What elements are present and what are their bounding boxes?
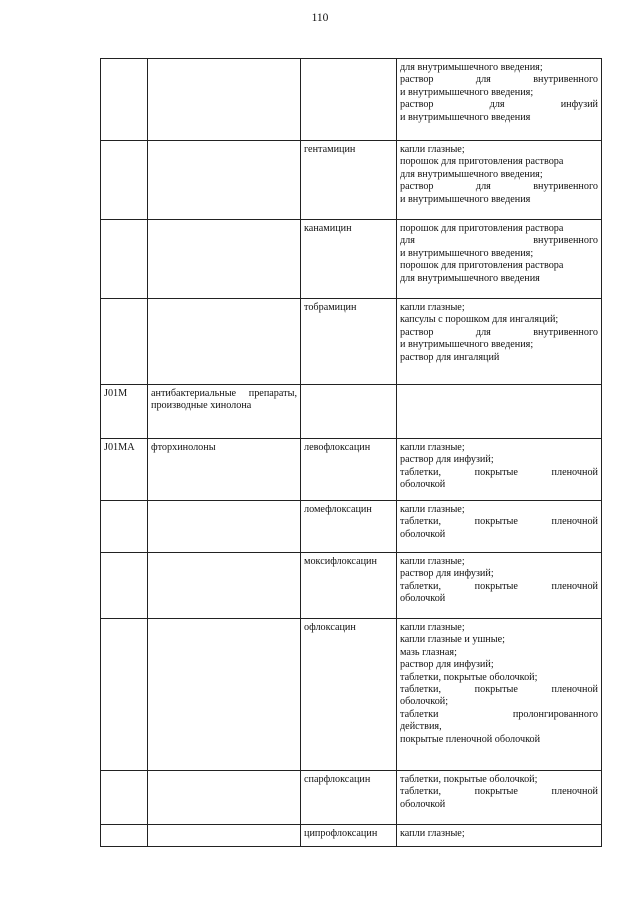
dosage-form-line: раствор для ингаляций <box>400 351 500 363</box>
dosage-form-line: действия, <box>400 721 442 733</box>
dosage-form-line: порошок для приготовления раствора <box>400 223 564 234</box>
dosage-form-line: таблетки, покрытые пленочной <box>400 580 598 592</box>
dosage-form-line: таблетки, покрытые пленочной <box>400 684 598 696</box>
table-row <box>101 141 602 220</box>
table-row <box>101 299 602 385</box>
dosage-form-line: капли глазные; <box>400 442 465 453</box>
dosage-form-line: мазь глазная; <box>400 646 457 658</box>
atc-code-cell <box>101 825 148 847</box>
drug-name-cell: офлоксацин <box>301 619 397 771</box>
dosage-forms-cell <box>397 59 602 141</box>
dosage-form-line: раствор для внутривенного <box>400 181 598 193</box>
anatomical-therapeutic-group-cell <box>148 220 301 299</box>
table-row <box>101 825 602 847</box>
dosage-form-line: раствор для инфузий <box>400 99 598 111</box>
drug-name-cell: левофлоксацин <box>301 439 397 501</box>
dosage-form-line: таблетки, покрытые пленочной <box>400 466 598 478</box>
dosage-form-line: раствор для инфузий; <box>400 659 494 671</box>
table-row <box>101 385 602 439</box>
dosage-form-line: порошок для приготовления раствора <box>400 156 564 168</box>
table-row <box>101 619 602 771</box>
atc-code-cell: J01MA <box>101 439 148 501</box>
anatomical-therapeutic-group-cell <box>148 299 301 385</box>
dosage-form-line: для внутримышечного введения <box>400 272 540 284</box>
dosage-forms-cell <box>397 825 602 847</box>
dosage-form-line: раствор для инфузий; <box>400 568 494 580</box>
atc-code-cell <box>101 771 148 825</box>
table-row <box>101 553 602 619</box>
table-row <box>101 501 602 553</box>
dosage-form-line: капли глазные; <box>400 504 465 515</box>
dosage-form-line: для внутримышечного введения; <box>400 168 543 180</box>
dosage-forms-cell <box>397 501 602 553</box>
dosage-form-line: порошок для приготовления раствора <box>400 260 564 272</box>
atc-code-cell: J01M <box>101 385 148 439</box>
dosage-forms-cell <box>397 385 602 439</box>
dosage-form-line: капли глазные; <box>400 144 465 155</box>
dosage-form-line: и внутримышечного введения <box>400 193 531 205</box>
dosage-form-line: капли глазные и ушные; <box>400 634 505 646</box>
drug-name-cell <box>301 385 397 439</box>
dosage-form-line: оболочкой; <box>400 696 449 708</box>
anatomical-therapeutic-group-cell <box>148 619 301 771</box>
dosage-form-line: таблетки, покрытые оболочкой; <box>400 671 538 683</box>
dosage-form-line: покрытые пленочной оболочкой <box>400 733 541 745</box>
atc-code-cell <box>101 59 148 141</box>
atc-code-cell <box>101 553 148 619</box>
atc-code-cell <box>101 220 148 299</box>
dosage-form-line: таблетки, покрытые пленочной <box>400 786 598 798</box>
dosage-forms-cell <box>397 299 602 385</box>
dosage-form-line: раствор для инфузий; <box>400 454 494 466</box>
anatomical-therapeutic-group-cell <box>148 825 301 847</box>
anatomical-therapeutic-group-cell: антибактериальные препараты, производные хинолона <box>148 385 301 439</box>
page-number: 110 <box>311 12 329 24</box>
dosage-forms-cell <box>397 220 602 299</box>
anatomical-therapeutic-group-cell <box>148 553 301 619</box>
dosage-forms-cell <box>397 771 602 825</box>
anatomical-therapeutic-group-cell <box>148 59 301 141</box>
atc-code-cell <box>101 299 148 385</box>
dosage-forms-cell <box>397 619 602 771</box>
table-row <box>101 220 602 299</box>
anatomical-therapeutic-group-cell <box>148 501 301 553</box>
dosage-form-line: таблетки, покрытые пленочной <box>400 516 598 528</box>
dosage-forms-cell <box>397 553 602 619</box>
anatomical-therapeutic-group-cell <box>148 141 301 220</box>
drug-table-body <box>101 59 602 847</box>
drug-name-cell: канамицин <box>301 220 397 299</box>
dosage-form-line: раствор для внутривенного <box>400 74 598 86</box>
atc-code-cell <box>101 619 148 771</box>
dosage-form-line: и внутримышечного введения; <box>400 86 534 98</box>
table-row <box>101 439 602 501</box>
dosage-form-line: оболочкой <box>400 479 446 491</box>
dosage-form-line: капсулы с порошком для ингаляций; <box>400 314 559 326</box>
dosage-form-line: капли глазные; <box>400 302 465 313</box>
drug-table <box>100 58 602 847</box>
anatomical-therapeutic-group-cell: фторхинолоны <box>148 439 301 501</box>
dosage-form-line: таблетки пролонгированного <box>400 708 598 720</box>
dosage-form-line: таблетки, покрытые оболочкой; <box>400 774 538 785</box>
dosage-form-line: и внутримышечного введения <box>400 111 531 123</box>
dosage-forms-cell <box>397 439 602 501</box>
dosage-form-line: оболочкой <box>400 593 446 605</box>
atc-code-cell <box>101 141 148 220</box>
table-row <box>101 59 602 141</box>
drug-name-cell: гентамицин <box>301 141 397 220</box>
dosage-form-line: капли глазные; <box>400 828 465 839</box>
drug-name-cell: ципрофлоксацин <box>301 825 397 847</box>
dosage-forms-cell <box>397 141 602 220</box>
dosage-form-line: капли глазные; <box>400 556 465 567</box>
dosage-form-line: для внутривенного <box>400 235 598 247</box>
dosage-form-line: капли глазные; <box>400 622 465 633</box>
dosage-form-line: оболочкой <box>400 798 446 810</box>
drug-name-cell: ломефлоксацин <box>301 501 397 553</box>
drug-name-cell <box>301 59 397 141</box>
table-row <box>101 771 602 825</box>
anatomical-therapeutic-group-cell <box>148 771 301 825</box>
atc-code-cell <box>101 501 148 553</box>
drug-name-cell: спарфлоксацин <box>301 771 397 825</box>
dosage-form-line: и внутримышечного введения; <box>400 339 534 351</box>
dosage-form-line: и внутримышечного введения; <box>400 247 534 259</box>
dosage-form-line: для внутримышечного введения; <box>400 62 543 73</box>
dosage-form-line: раствор для внутривенного <box>400 326 598 338</box>
drug-name-cell: тобрамицин <box>301 299 397 385</box>
drug-name-cell: моксифлоксацин <box>301 553 397 619</box>
dosage-form-line: оболочкой <box>400 528 446 540</box>
